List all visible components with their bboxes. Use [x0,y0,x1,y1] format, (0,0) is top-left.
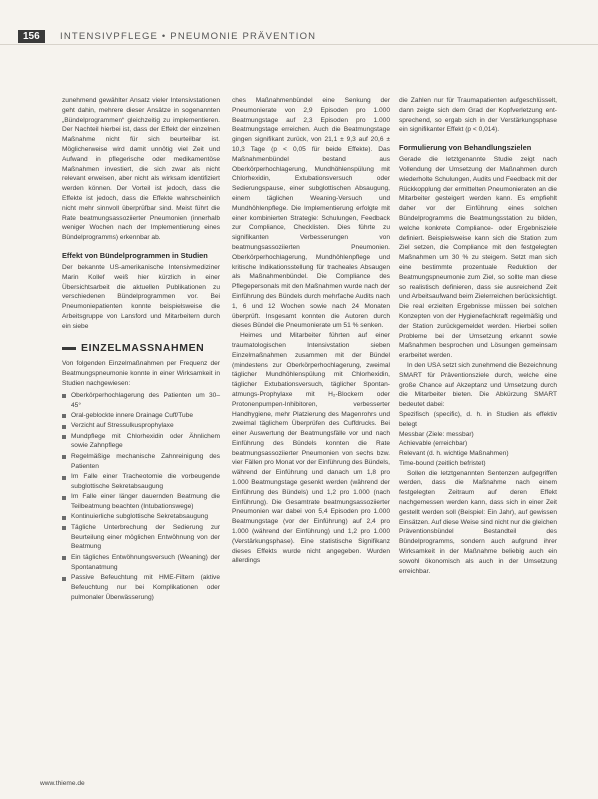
col3-paragraph-3: In den USA setzt sich zunehmend die Bezeichnung SMART für Präventionsziele durch, welche eine große Chance auf Akzeptanz und Umsetzung durch die Mitarbeiter bieten. Die Abkürzung SMART bedeutet dabei: [399,361,557,409]
col1-intro-paragraph: zunehmend gewählter Ansatz vieler Intensivstationen geht dahin, mehrere dieser Ansätze in sogenannten „Bündelprogrammen“ gleichzeitig zu implementieren. Der Nachteil hierbei ist, dass der Effekt der einzelnen Maßnahme nicht für sich beurteilbar ist. Möglicherweise wird damit unnötig viel Zeit und Aufwand in pflegerische oder medikamentöse Maßnahmen investiert, die sich zwar als nicht relevant erweisen, aber nicht als wirksam identifiziert werden können. Der Vorteil ist jedoch, dass die Effekte ist jedoch, dass die Effekte wahrscheinlich nicht mehr sinnvoll überprüfbar sind. Meist führt die Rate beatmungsassoziierter Pneumonien (innerhalb weniger Wochen nach der Implementierung eines Bündelprogramms) erkennbar ab. [62,97,220,242]
measure-item: Ein tägliches Entwöhnungsversuch (Weaning) der Spontanatmung [62,553,220,573]
col3-paragraph-2: Gerade die letztgenannte Studie zeigt nach Vollendung der Umsetzung der Maßnahmen durch wiederholte Schulungen, Audits und Feedback mit der Rückkopplung der ermittelten Pneumonieraten an die Mitarbeiter gesteigert werden kann. Es empfiehlt daher vor der Einführung eines solchen Bündelprogramms die Beatmungsstation zu bilden, welche konkrete Compliance- oder Ergebnisziele definiert. Beispielsweise kann sich die Station zum Ziel setzen, die Compliance mit den festgelegten Maßnahmen um 30 % zu steigern. Setzt man sich eine bestimmte prozentuale Reduktion der Beatmungspneumonie zum Ziel, so sollte man diese so realistisch definieren, dass sie ausreichend Zeit und Arbeitsaufwand beim Zielerreichen berücksichtigt. Die real erzielten Ergebnisse müssen bei solchen Konzepten von der Hygienefachkraft regelmäßig und der Station zurückgemeldet werden. Hierbei sollen Probleme bei der Umsetzung erkannt sowie Maßnahmen besprochen und Lösungen gemeinsam erarbeitet werden. [399,156,557,360]
goals-heading: Formulierung von Behandlungszielen [399,143,532,153]
column-2 [232,96,390,566]
effekt-paragraph: Der bekannte US-amerikanische Intensivmediziner Marin Kollef weiß hier kürzlich in einer Übersichtsarbeit die aktuellen Publikationen zu verschiedenen Bündelprogrammen vor. Bei Pneumoniepatienten konnte beispielsweise die Arbeitsgruppe von Lansford und Mitarbeitern durch ein siebe [62,263,220,330]
smart-item: Achievable (erreichbar) [399,440,468,448]
column-1 [62,96,220,603]
measure-item: Tägliche Unterbrechung der Sedierung zur Beurteilung einer möglichen Entwöhnung von der Beatmung [62,523,220,552]
page-number: 156 [18,30,45,43]
measures-list [62,391,220,603]
footer-url: www.thieme.de [40,780,85,787]
section-heading [62,341,220,354]
smart-list [399,410,557,469]
smart-item: Time-bound (zeitlich befristet) [399,459,486,467]
effekt-heading: Effekt von Bündelprogrammen in Studien [62,250,208,260]
col3-paragraph-1: die Zahlen nur für Traumapatienten aufgeschlüsselt, dann zeigte sich dem Grad der Kopfverletzung entsprechend, so ergab sich in der Verstärkungsphase ein signifikanter Effekt (p < 0,014). [399,97,557,134]
measure-item: Oral-geblockte innere Drainage Cuff/Tube [62,411,220,421]
measure-item: Mundpflege mit Chlorhexidin oder Ähnlichem sowie Zahnpflege [62,432,220,452]
running-head: INTENSIVPFLEGE • PNEUMONIE PRÄVENTION [60,31,317,42]
smart-item: Spezifisch (specific), d. h. in Studien als effektiv belegt [399,410,557,428]
col3-paragraph-4: Sollen die letztgenannten Sentenzen aufgegriffen werden, dass die Maßnahme nach einem festgelegten Zeitraum auf deren Effekt nachgemessen werden kann, dass sich in einer Zeit gestellt werden soll (Beispiel: Ein Jahr), auf gewissen Einsätzen. Auf diese Weise sind nicht nur die gleichen Präventionsbündel Bestandteil des Bündelprogramms, sondern auch aufgrund ihrer Wirksamkeit in der Maßnahme beliebig auch ein sowohl ökonomisch als auch in der Umsetzung erreichbar. [399,469,557,575]
smart-item: Messbar (Ziele: messbar) [399,430,474,438]
col2-paragraph-2: Heimes und Mitarbeiter führten auf einer traumatologischen Intensivstation sieben Einzelmaßnahmen zusammen mit der Bündel (mindestens zur Oberkörperhochlagerung, zweimal täglicher Mundhöhlenspülung mit Chlorhexidin, täglicher Extubationsversuch, täglicher Spontanatmungs-Prophylaxe mit H₂-Blockern oder Protonenpumpen-Inhibitoren, verbesserter Handhygiene, mehr Platzierung des Magenrohrs und zweimal täglichem Überprüfen des Cuffdrucks. Bei einer Auswertung der Beatmungsfälle vor und nach Einführung des Bündels konnten die Rate beatmungsassoziierter Pneumonien von sechs bzw. vier Fällen pro Monat vor der Einführung des Bündels, während der Einführung und danach um 1,8 pro 1.000 Beatmungstage gesenkt werden (während der Einführung des Bündels) und 1,2 pro 1.000 (nach Einführung). Die Gesamtrate beatmungsassoziierter Pneumonien war dabei von 5,4 Episoden pro 1.000 Beatmungstage (vor der Einführung) auf 2,4 pro 1.000 (während der Einführung) und 1,2 pro 1.000 (Verstärkungsphase). Eine statistische Signifikanz dieses Effekts wurde nicht angegeben. Wurden allerdings [232,332,390,565]
section-bar-icon [62,347,76,350]
page-header [0,0,598,45]
measure-item: Verzicht auf Stressulkusprophylaxe [62,421,220,431]
section-heading-text: EINZELMASSNAHMEN [81,341,205,354]
section-intro: Von folgenden Einzelmaßnahmen per Frequenz der Beatmungspneumonie konnte in einer Wirksamkeit in Studien nachgewiesen: [62,360,220,387]
measure-item: Passive Befeuchtung mit HME-Filtern (aktive Befeuchtung nur bei Komplikationen oder pulmonaler Überwässerung) [62,573,220,602]
col2-paragraph-1: ches Maßnahmenbündel eine Senkung der Pneumonierate von 2,9 Episoden pro 1.000 Beatmungstage auf 2,3 Episoden pro 1.000 Beatmungstage erreichen. Auch die Beatmungstage gingen signifikant zurück, von 21,1 ± 9,3 auf 20,6 ± 10,3 Tage (p < 0,05 für beide Effekte). Das Maßnahmenbündel bestand aus Oberkörperhochlagerung, Mundhöhlenspülung mit Chlorhexidin, Extubationsversuch oder Sedierungspause, einer subglottischen Absaugung, einem täglichen Weaning-Versuch und Mundhöhlenpflege. Die Implementierung erfolgte mit einer kombinierten Strategie: Schulungen, Feedback zur Compliance, Checklisten. Dies führte zu signifikanten Verbesserungen von beatmungsassoziierten Pneumonien. Oberkörperhochlagerung, Mundhöhlenpflege und kritische Indikationsstellung für tracheales Absaugen als Maßnahmenbündel. Die Compliance des Pflegepersonals mit den Maßnahmen wurde nach der Einführung des Bündels durch mehrfache Audits nach 1, 6 und 12 Wochen sowie nach 24 Monaten überprüft. Insgesamt konnten die Autoren durch dieses Bündel die Pneumonierate um 51 % senken. [232,97,390,330]
measure-item: Im Falle einer Tracheotomie die vorbeugende subglottische Sekretabsaugung [62,472,220,492]
measure-item: Oberkörperhochlagerung des Patienten um 30–45° [62,391,220,411]
measure-item: Regelmäßige mechanische Zahnreinigung des Patienten [62,452,220,472]
measure-item: Im Falle einer länger dauernden Beatmung die Teilbeatmung beachten (Intubationswege) [62,492,220,512]
smart-item: Relevant (d. h. wichtige Maßnahmen) [399,450,509,458]
column-3 [399,96,557,576]
measure-item: Kontinuierliche subglottische Sekretabsaugung [62,512,220,522]
